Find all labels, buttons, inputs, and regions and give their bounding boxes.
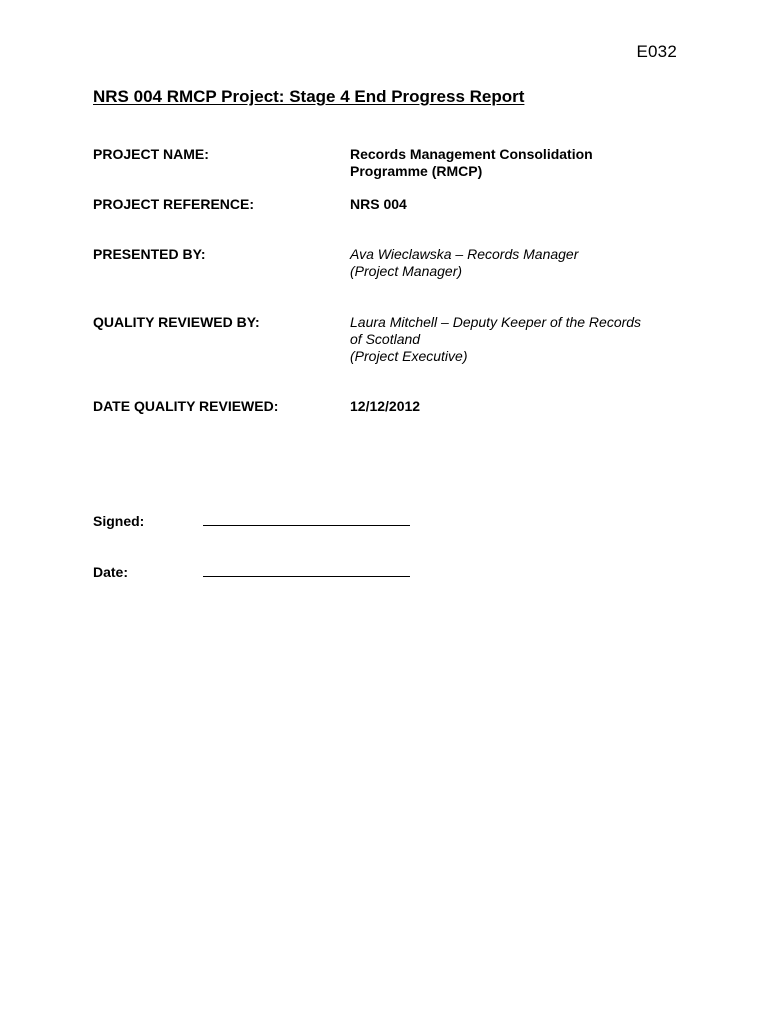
quality-reviewed-by-value-line1: Laura Mitchell – Deputy Keeper of the Records [350, 314, 642, 330]
quality-reviewed-by-value-line3: (Project Executive) [350, 348, 468, 364]
project-name-value-line1: Records Management Consolidation [350, 146, 593, 162]
project-name-value [350, 146, 690, 180]
quality-reviewed-by-label: QUALITY REVIEWED BY: [93, 314, 260, 330]
project-reference-value: NRS 004 [350, 196, 407, 212]
quality-reviewed-by-value [350, 314, 690, 365]
signature-line [203, 525, 410, 526]
presented-by-value-line2: (Project Manager) [350, 263, 463, 279]
document-title: NRS 004 RMCP Project: Stage 4 End Progress Report [93, 87, 525, 106]
presented-by-value-line1: Ava Wieclawska – Records Manager [350, 246, 579, 262]
presented-by-value [350, 246, 690, 280]
quality-reviewed-by-value-line2: of Scotland [350, 331, 421, 347]
signed-label: Signed: [93, 513, 145, 529]
project-name-value-line2: Programme (RMCP) [350, 163, 483, 179]
project-reference-label: PROJECT REFERENCE: [93, 196, 255, 212]
document-code: E032 [636, 42, 677, 61]
presented-by-label: PRESENTED BY: [93, 246, 206, 262]
date-line [203, 576, 410, 577]
project-name-label: PROJECT NAME: [93, 146, 209, 162]
date-quality-reviewed-label: DATE QUALITY REVIEWED: [93, 398, 279, 414]
date-quality-reviewed-value: 12/12/2012 [350, 398, 421, 414]
date-label: Date: [93, 564, 129, 580]
